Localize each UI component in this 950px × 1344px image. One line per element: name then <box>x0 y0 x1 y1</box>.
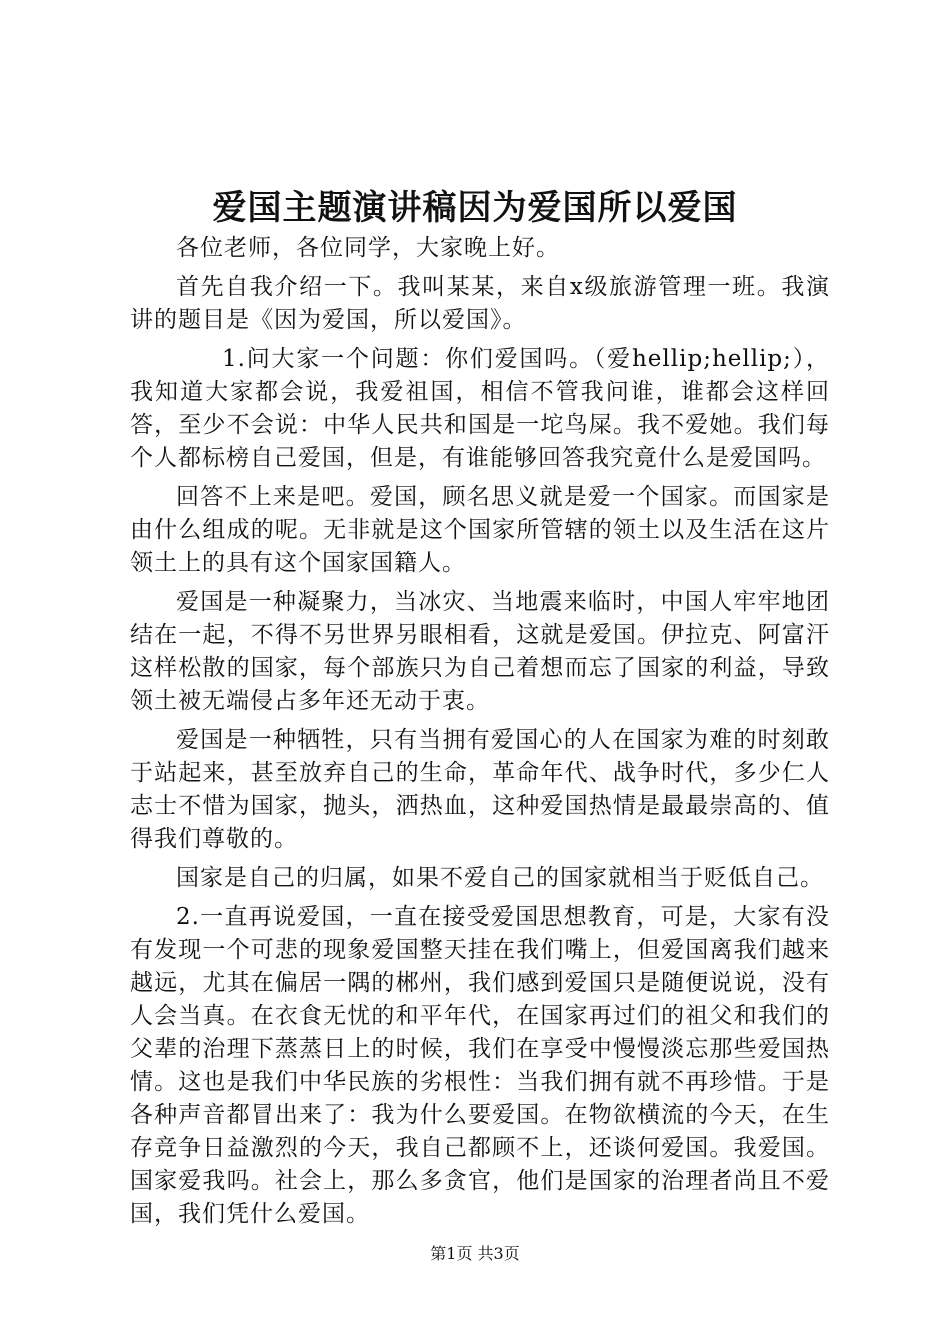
paragraph-sacrifice: 爱国是一种牺牲，只有当拥有爱国心的人在国家为难的时刻敢于站起来，甚至放弃自己的生命，革命年代、战争时代，多少仁人志士不惜为国家，抛头，洒热血，这种爱国热情是最最崇高的、值得我们尊敬的。 <box>130 727 830 852</box>
document-body <box>130 232 830 1237</box>
paragraph-greeting: 各位老师，各位同学，大家晚上好。 <box>176 235 560 261</box>
page-number: 第1页 共3页 <box>430 1244 520 1263</box>
paragraph-definition: 回答不上来是吧。爱国，顾名思义就是爱一个国家。而国家是由什么组成的呢。无非就是这个国家所管辖的领土以及生活在这片领土上的具有这个国家国籍人。 <box>130 484 830 576</box>
paragraph-belonging: 国家是自己的归属，如果不爱自己的国家就相当于贬低自己。 <box>176 865 824 891</box>
paragraph-cohesion: 爱国是一种凝聚力，当冰灾、当地震来临时，中国人牢牢地团结在一起，不得不另世界另眼相看，这就是爱国。伊拉克、阿富汗这样松散的国家，每个部族只为自己着想而忘了国家的利益，导致领土被无端侵占多年还无动于衷。 <box>130 589 830 714</box>
paragraph-reflection: 2.一直再说爱国，一直在接受爱国思想教育，可是，大家有没有发现一个可悲的现象爱国整天挂在我们嘴上，但爱国离我们越来越远，尤其在偏居一隅的郴州，我们感到爱国只是随便说说，没有人会当真。在衣食无忧的和平年代，在国家再过们的祖父和我们的父辈的治理下蒸蒸日上的时候，我们在享受中慢慢淡忘那些爱国热情。这也是我们中华民族的劣根性：当我们拥有就不再珍惜。于是各种声音都冒出来了：我为什么要爱国。在物欲横流的今天，在生存竞争日益激烈的今天，我自己都顾不上，还谈何爱国。我爱国。国家爱我吗。社会上，那么多贪官，他们是国家的治理者尚且不爱国，我们凭什么爱国。 <box>130 904 830 1227</box>
paragraph-question: 1.问大家一个问题：你们爱国吗。（爱hellip;hellip;），我知道大家都会说，我爱祖国，相信不管我问谁，谁都会这样回答，至少不会说：中华人民共和国是一坨鸟屎。我不爱她。我们每个人都标榜自己爱国，但是，有谁能够回答我究竟什么是爱国吗。 <box>130 346 830 471</box>
document-title: 爱国主题演讲稿因为爱国所以爱国 <box>212 188 738 228</box>
paragraph-introduction: 首先自我介绍一下。我叫某某，来自x级旅游管理一班。我演讲的题目是《因为爱国，所以爱国》。 <box>130 274 830 333</box>
